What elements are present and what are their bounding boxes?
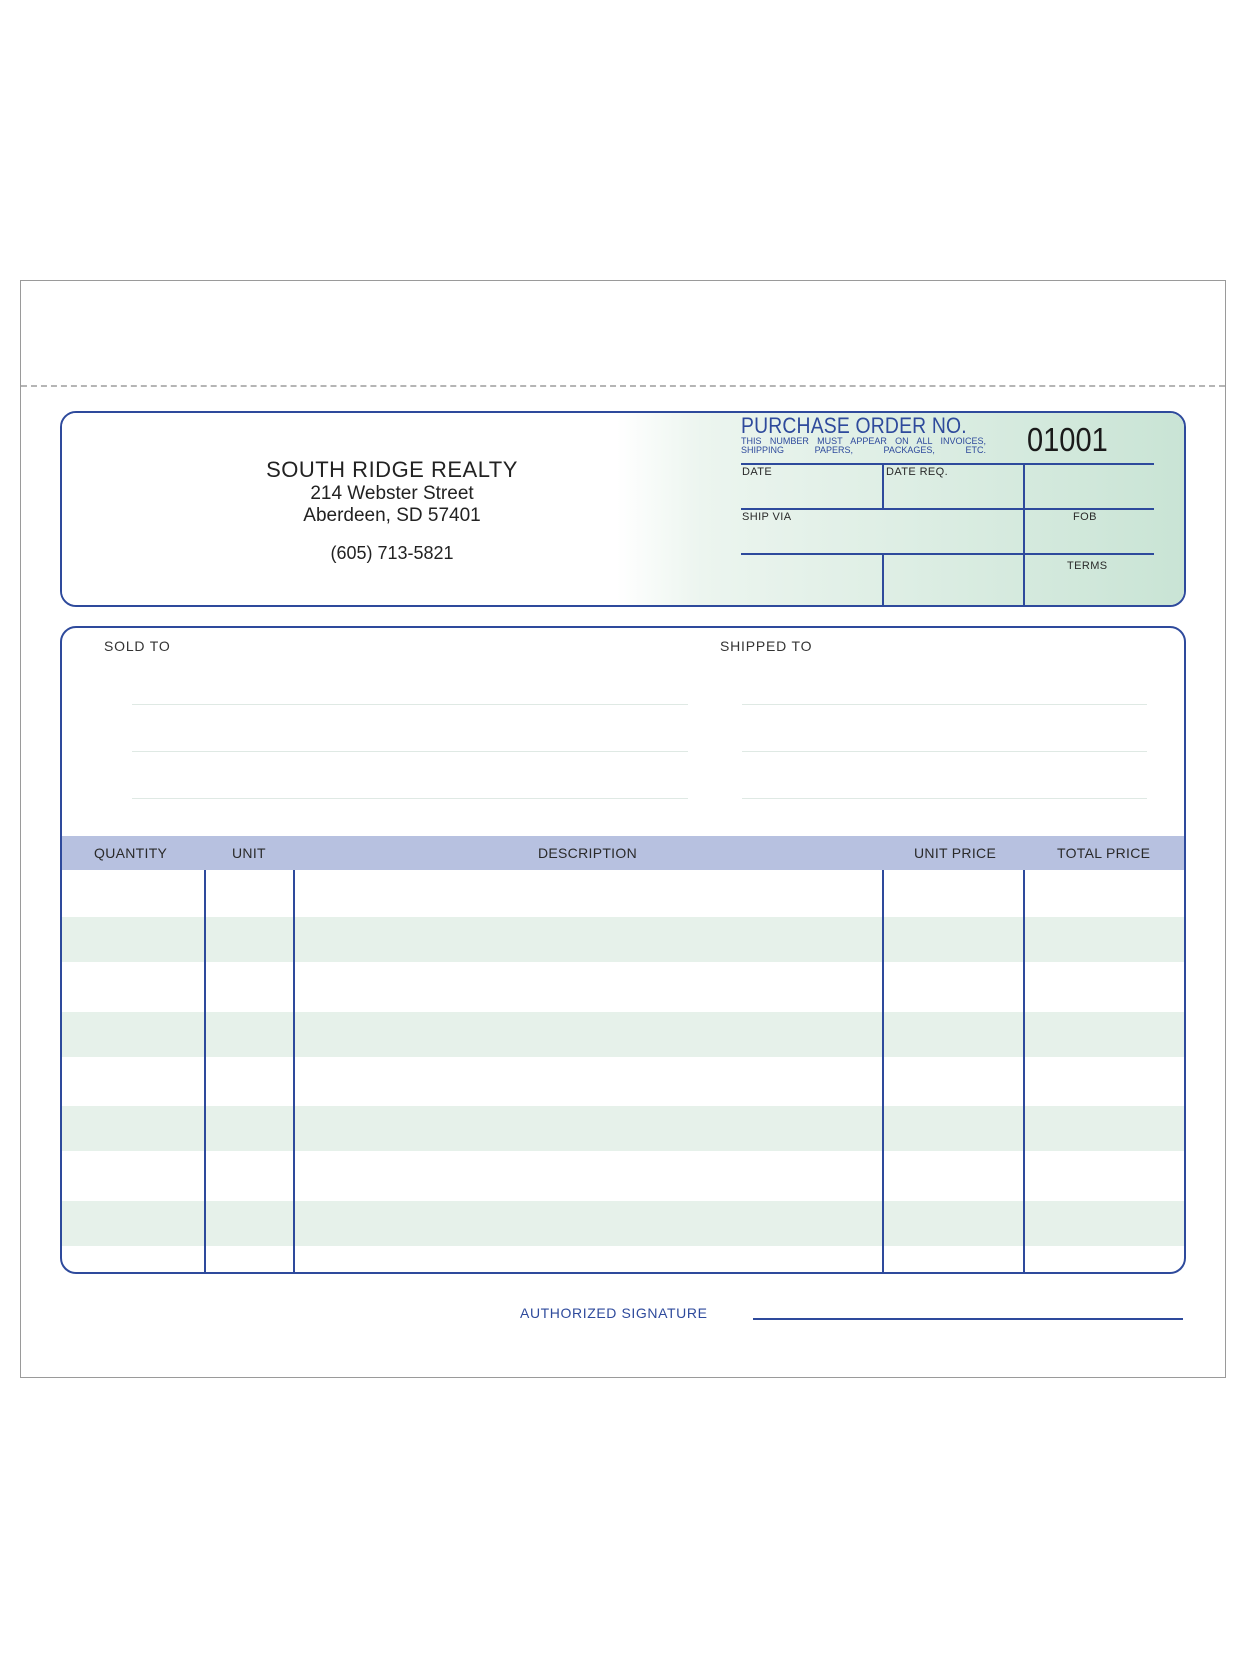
table-row [62,1106,1184,1151]
terms-label: TERMS [1067,560,1108,572]
order-body-box [60,626,1186,1274]
sold-to-line [132,798,688,799]
column-divider [204,870,206,1274]
authorized-signature-label: AUTHORIZED SIGNATURE [520,1305,708,1321]
po-grid-line [741,553,1154,555]
date-req-label: DATE REQ. [886,466,949,478]
shipped-to-line [742,751,1147,752]
po-number: 01001 [1027,421,1108,458]
purchase-order-form [20,280,1226,1378]
shipped-to-label: SHIPPED TO [720,638,813,654]
sold-to-line [132,704,688,705]
col-unit-price: UNIT PRICE [914,845,997,861]
table-row [62,1012,1184,1057]
col-description: DESCRIPTION [538,845,637,861]
date-label: DATE [742,466,773,478]
sold-to-line [132,751,688,752]
ship-via-label: SHIP VIA [742,511,792,523]
table-row [62,1201,1184,1246]
table-row [62,917,1184,962]
column-divider [293,870,295,1274]
po-grid-line [1023,463,1025,607]
line-items-header [62,836,1184,870]
sold-to-label: SOLD TO [104,638,171,654]
company-street: 214 Webster Street [310,483,474,504]
fob-label: FOB [1073,511,1097,523]
company-block [182,457,602,564]
signature-line[interactable] [753,1318,1183,1320]
company-name: SOUTH RIDGE REALTY [266,457,518,482]
company-phone: (605) 713-5821 [330,543,454,563]
col-total-price: TOTAL PRICE [1057,845,1151,861]
po-note: THIS NUMBER MUST APPEAR ON ALL INVOICES, SHIPPING PAPERS, PACKAGES, ETC. [741,436,986,455]
col-quantity: QUANTITY [94,845,168,861]
po-title: PURCHASE ORDER NO. [741,413,967,438]
column-divider [882,870,884,1274]
po-grid-line [741,508,1154,510]
header-box [60,411,1186,607]
col-unit: UNIT [232,845,266,861]
shipped-to-line [742,704,1147,705]
perforation-line [21,385,1225,387]
shipped-to-line [742,798,1147,799]
company-city: Aberdeen, SD 57401 [303,505,481,526]
po-grid-line [741,463,1154,465]
po-grid-line [882,553,884,607]
column-divider [1023,870,1025,1274]
po-grid-line [882,463,884,509]
